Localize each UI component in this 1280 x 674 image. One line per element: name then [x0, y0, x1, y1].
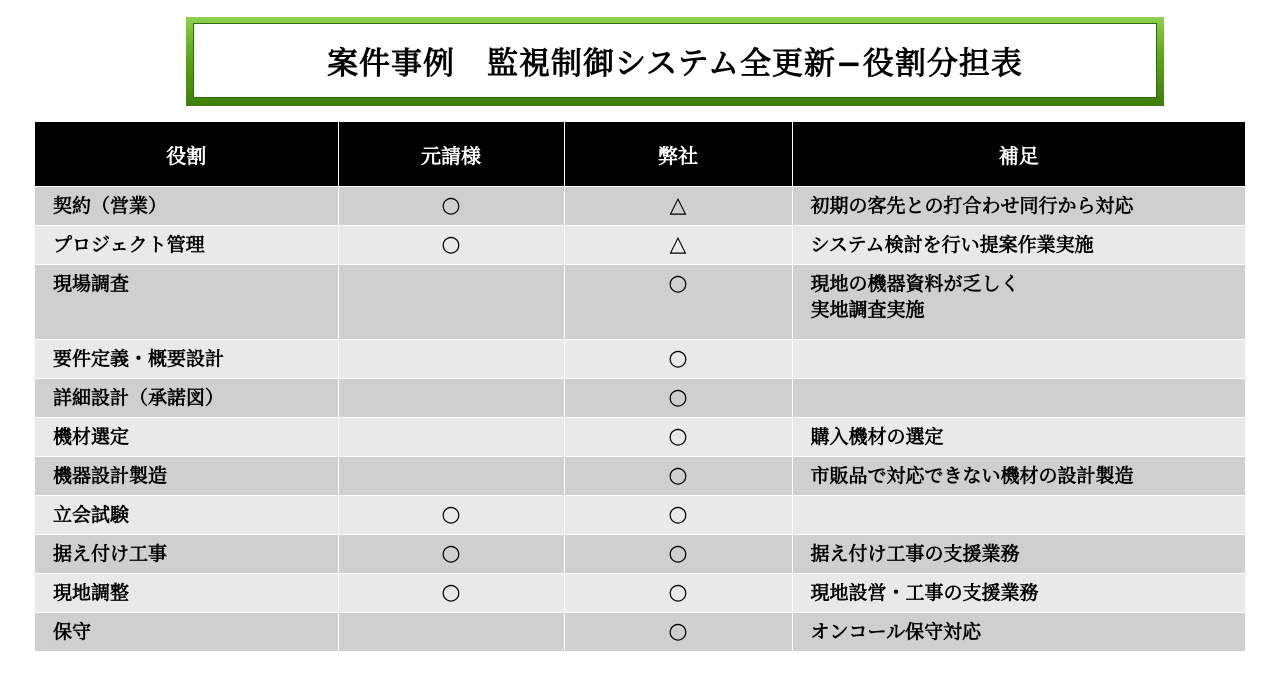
cell-note	[792, 574, 1245, 613]
table-row	[35, 613, 1245, 652]
cell-our-company-mark: △	[564, 226, 792, 265]
cell-role: 機器設計製造	[35, 457, 338, 496]
cell-role: 立会試験	[35, 496, 338, 535]
cell-prime-contractor-mark	[338, 265, 564, 340]
cell-our-company-mark: ○	[564, 457, 792, 496]
cell-note	[792, 187, 1245, 226]
cell-role: 保守	[35, 613, 338, 652]
table-row	[35, 418, 1245, 457]
cell-note	[792, 613, 1245, 652]
table-row	[35, 457, 1245, 496]
note-line: 購入機材の選定	[810, 426, 944, 448]
note-line: 初期の客先との打合わせ同行から対応	[810, 195, 1134, 217]
table-row	[35, 265, 1245, 340]
cell-our-company-mark: ○	[564, 418, 792, 457]
table-row	[35, 340, 1245, 379]
table-row	[35, 496, 1245, 535]
header-prime-contractor: 元請様	[338, 122, 564, 187]
cell-role: 契約（営業）	[35, 187, 338, 226]
table-row	[35, 574, 1245, 613]
cell-our-company-mark: ○	[564, 574, 792, 613]
table-body	[35, 187, 1245, 652]
note-line: 据え付け工事の支援業務	[810, 543, 1020, 565]
cell-our-company-mark: ○	[564, 265, 792, 340]
cell-our-company-mark: ○	[564, 496, 792, 535]
cell-our-company-mark: ○	[564, 379, 792, 418]
note-line: システム検討を行い提案作業実施	[810, 234, 1094, 256]
cell-our-company-mark: △	[564, 187, 792, 226]
cell-note	[792, 535, 1245, 574]
cell-prime-contractor-mark: ○	[338, 535, 564, 574]
table-row	[35, 187, 1245, 226]
cell-note	[792, 496, 1245, 535]
cell-prime-contractor-mark	[338, 457, 564, 496]
table-row	[35, 379, 1245, 418]
cell-our-company-mark: ○	[564, 535, 792, 574]
table-header-row	[35, 122, 1245, 187]
cell-note	[792, 340, 1245, 379]
cell-note	[792, 457, 1245, 496]
cell-prime-contractor-mark: ○	[338, 187, 564, 226]
cell-prime-contractor-mark	[338, 613, 564, 652]
page-title: 案件事例 監視制御システム全更新−役割分担表	[193, 23, 1157, 98]
cell-role: 現地調整	[35, 574, 338, 613]
cell-note	[792, 418, 1245, 457]
cell-prime-contractor-mark	[338, 379, 564, 418]
cell-role: 据え付け工事	[35, 535, 338, 574]
cell-prime-contractor-mark: ○	[338, 574, 564, 613]
cell-note	[792, 265, 1245, 340]
cell-our-company-mark: ○	[564, 613, 792, 652]
cell-note	[792, 379, 1245, 418]
cell-prime-contractor-mark: ○	[338, 226, 564, 265]
table-row	[35, 226, 1245, 265]
cell-prime-contractor-mark: ○	[338, 496, 564, 535]
note-line: 現地の機器資料が乏しく	[810, 273, 1020, 295]
header-role: 役割	[35, 122, 338, 187]
note-line: 現地設営・工事の支援業務	[810, 582, 1039, 604]
table-row	[35, 535, 1245, 574]
header-note: 補足	[792, 122, 1245, 187]
cell-prime-contractor-mark	[338, 340, 564, 379]
cell-note	[792, 226, 1245, 265]
cell-prime-contractor-mark	[338, 418, 564, 457]
cell-role: 詳細設計（承諾図）	[35, 379, 338, 418]
note-line: 実地調査実施	[810, 299, 925, 321]
header-our-company: 弊社	[564, 122, 792, 187]
cell-our-company-mark: ○	[564, 340, 792, 379]
cell-role: 機材選定	[35, 418, 338, 457]
note-line: オンコール保守対応	[810, 621, 982, 643]
cell-role: プロジェクト管理	[35, 226, 338, 265]
cell-role: 現場調査	[35, 265, 338, 340]
title-frame	[186, 17, 1164, 106]
role-table	[35, 122, 1245, 651]
note-line: 市販品で対応できない機材の設計製造	[810, 465, 1134, 487]
cell-role: 要件定義・概要設計	[35, 340, 338, 379]
